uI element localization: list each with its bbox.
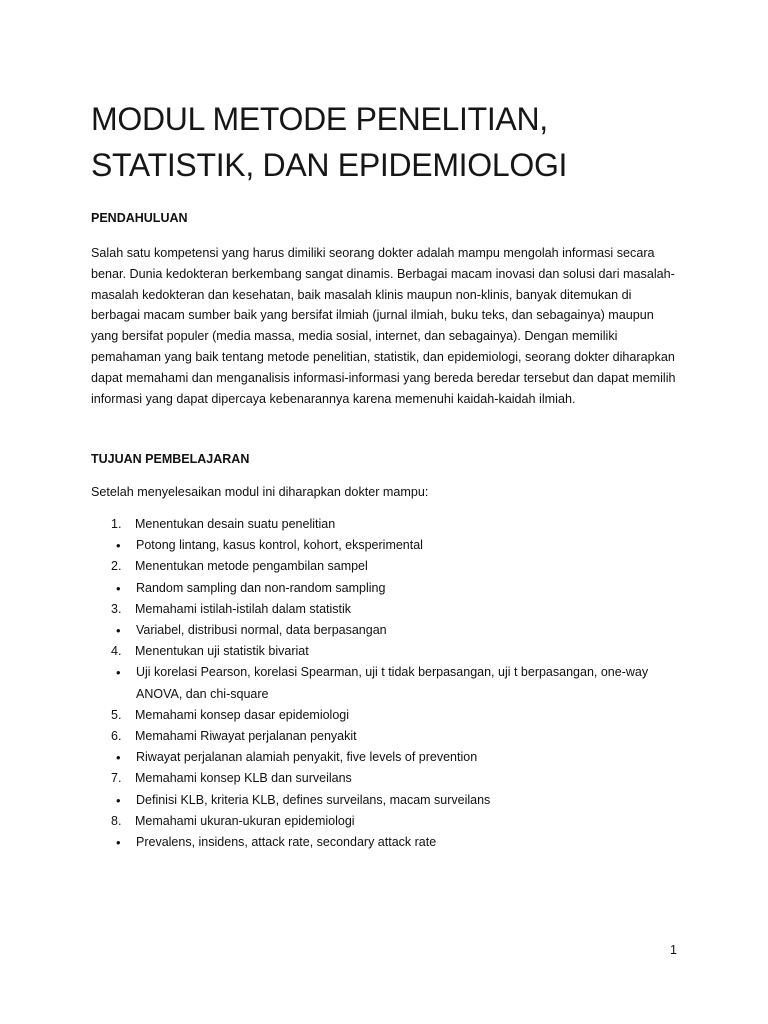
goal-row <box>91 768 686 789</box>
goal-item <box>91 768 686 810</box>
goal-row <box>91 705 686 726</box>
goal-number: 7. <box>111 771 122 786</box>
goal-number: 6. <box>111 729 122 744</box>
intro-heading: PENDAHULUAN <box>91 211 188 225</box>
bullet-icon: • <box>116 835 121 851</box>
goal-subitem-text: Potong lintang, kasus kontrol, kohort, eksperimental <box>136 538 423 553</box>
goal-subitem-text: Random sampling dan non-random sampling <box>136 580 386 595</box>
bullet-icon: • <box>116 665 121 681</box>
bullet-icon: • <box>116 538 121 554</box>
bullet-icon: • <box>116 750 121 766</box>
goal-item <box>91 705 686 726</box>
goals-heading: TUJUAN PEMBELAJARAN <box>91 452 250 466</box>
goal-text: Memahami konsep KLB dan surveilans <box>135 771 352 786</box>
goal-subitem <box>91 832 686 853</box>
goal-number: 4. <box>111 644 122 659</box>
goal-subitem <box>91 535 686 556</box>
document-title: MODUL METODE PENELITIAN, STATISTIK, DAN EPIDEMIOLOGI <box>91 101 568 183</box>
bullet-icon: • <box>116 792 121 808</box>
goal-subitem-text: Variabel, distribusi normal, data berpasangan <box>136 623 387 638</box>
goal-subitem-text: Riwayat perjalanan alamiah penyakit, five levels of prevention <box>136 750 478 765</box>
goal-text: Menentukan uji statistik bivariat <box>135 644 309 659</box>
goal-text: Memahami Riwayat perjalanan penyakit <box>135 729 357 744</box>
goal-text: Memahami istilah-istilah dalam statistik <box>135 601 352 616</box>
goal-number: 5. <box>111 707 122 722</box>
goal-text: Menentukan metode pengambilan sampel <box>135 559 368 574</box>
bullet-icon: • <box>116 580 121 596</box>
goals-lead: Setelah menyelesaikan modul ini diharapkan dokter mampu: <box>91 485 429 499</box>
goal-row <box>91 641 686 662</box>
goal-subitem-text: Prevalens, insidens, attack rate, secondary attack rate <box>136 835 437 850</box>
goal-row <box>91 811 686 832</box>
page-number: 1 <box>670 943 677 957</box>
goal-subitem <box>91 578 686 599</box>
goal-number: 8. <box>111 813 122 828</box>
goal-item <box>91 641 686 705</box>
goal-row <box>91 599 686 620</box>
goal-item <box>91 514 686 556</box>
goal-subitem-text: Uji korelasi Pearson, korelasi Spearman, uji t tidak berpasangan, uji t berpasangan, one-way ANOVA, dan chi-square <box>136 665 649 701</box>
goal-text: Memahami konsep dasar epidemiologi <box>135 707 350 722</box>
goal-item <box>91 599 686 641</box>
bullet-icon: • <box>116 623 121 639</box>
goal-subitem <box>91 747 686 768</box>
intro-paragraph: Salah satu kompetensi yang harus dimiliki seorang dokter adalah mampu mengolah informasi secara benar. Dunia kedokteran berkembang sangat dinamis. Berbagai macam inovasi dan solusi dari masalah-masalah kedokteran dan kesehatan, baik masalah klinis maupun non-klinis, banyak ditemukan di berbagai macam sumber baik yang bersifat ilmiah (jurnal ilmiah, buku teks, dan sebagainya) maupun yang bersifat populer (media massa, media sosial, internet, dan sebagainya). Dengan memiliki pemahaman yang baik tentang metode penelitian, statistik, dan epidemiologi, seorang dokter diharapkan dapat memahami dan menganalisis informasi-informasi yang bereda beredar tersebut dan dapat memilih informasi yang dapat dipercaya kebenarannya karena memenuhi kaidah-kaidah ilmiah. <box>91 246 676 406</box>
goal-subitem-text: Definisi KLB, kriteria KLB, defines surveilans, macam surveilans <box>136 792 491 807</box>
goal-row <box>91 556 686 577</box>
goal-item <box>91 811 686 853</box>
goal-subitem <box>91 790 686 811</box>
goal-number: 3. <box>111 601 122 616</box>
goal-number: 1. <box>111 517 122 531</box>
goal-row <box>91 514 686 535</box>
goal-item <box>91 556 686 598</box>
goal-subitem <box>91 662 686 704</box>
goals-list <box>91 514 686 853</box>
goal-number: 2. <box>111 559 122 574</box>
goal-text: Memahami ukuran-ukuran epidemiologi <box>135 813 355 828</box>
goal-text: Menentukan desain suatu penelitian <box>135 517 336 531</box>
goal-row <box>91 726 686 747</box>
goal-subitem <box>91 620 686 641</box>
goal-item <box>91 726 686 768</box>
